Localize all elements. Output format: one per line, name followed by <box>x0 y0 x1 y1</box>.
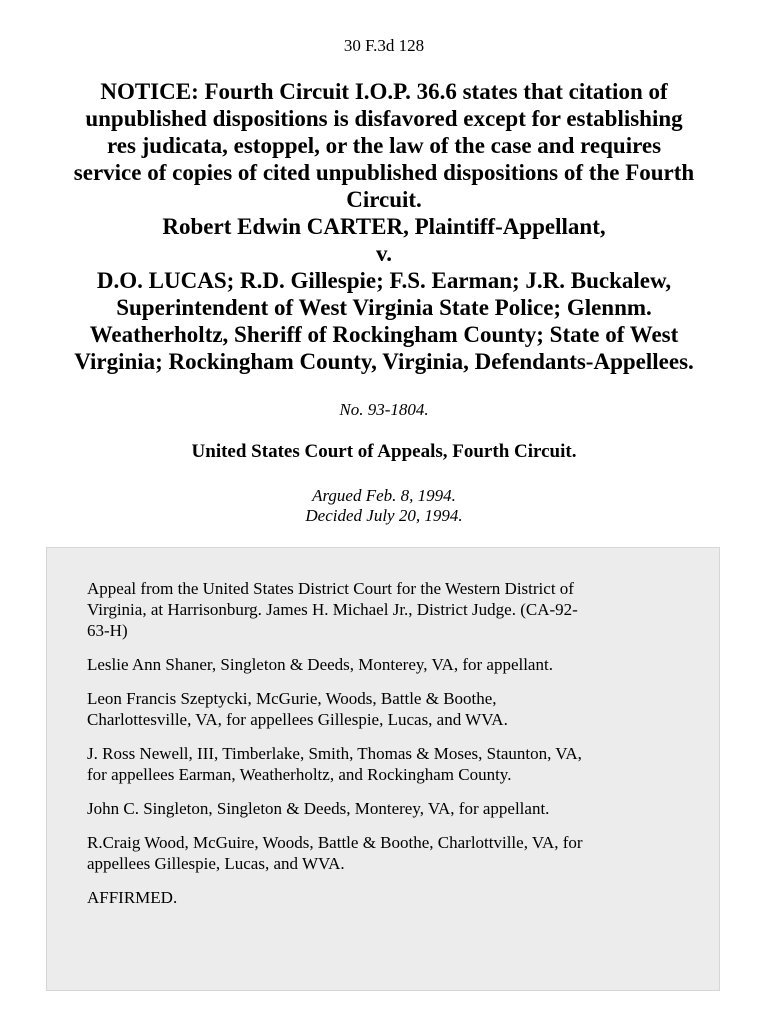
counsel-paragraph <box>87 688 687 730</box>
appeal-paragraph <box>87 578 687 641</box>
notice-line: NOTICE: Fourth Circuit I.O.P. 36.6 states that citation of <box>100 79 668 104</box>
case-citation: 30 F.3d 128 <box>343 36 425 55</box>
decided-date: Decided July 20, 1994. <box>305 506 463 525</box>
appeal-line: Appeal from the United States District Court for the Western District of <box>87 579 574 598</box>
counsel-paragraph <box>87 743 687 785</box>
counsel-line: John C. Singleton, Singleton & Deeds, Monterey, VA, for appellant. <box>87 799 550 818</box>
case-heading <box>30 78 738 375</box>
argued-date: Argued Feb. 8, 1994. <box>312 486 456 505</box>
counsel-paragraph <box>87 798 687 819</box>
counsel-line: Leon Francis Szeptycki, McGurie, Woods, Battle & Boothe, <box>87 689 497 708</box>
case-dates <box>0 486 768 526</box>
counsel-line: Leslie Ann Shaner, Singleton & Deeds, Monterey, VA, for appellant. <box>87 655 553 674</box>
court-name: United States Court of Appeals, Fourth Circuit. <box>191 441 577 462</box>
versus-line: v. <box>376 241 392 266</box>
counsel-line: J. Ross Newell, III, Timberlake, Smith, Thomas & Moses, Staunton, VA, <box>87 744 582 763</box>
appeal-line: Virginia, at Harrisonburg. James H. Michael Jr., District Judge. (CA-92- <box>87 600 578 619</box>
docket-number: No. 93-1804. <box>339 400 429 419</box>
defendants-line: D.O. LUCAS; R.D. Gillespie; F.S. Earman; J.R. Buckalew, <box>96 268 672 293</box>
defendants-line: Superintendent of West Virginia State Police; Glennm. <box>116 295 652 320</box>
notice-line: service of copies of cited unpublished dispositions of the Fourth <box>73 160 695 185</box>
counsel-paragraph <box>87 832 687 874</box>
case-details-content <box>87 578 687 921</box>
notice-line: Circuit. <box>346 187 422 212</box>
counsel-line: for appellees Earman, Weatherholtz, and Rockingham County. <box>87 765 512 784</box>
counsel-line: appellees Gillespie, Lucas, and WVA. <box>87 854 345 873</box>
plaintiff-line: Robert Edwin CARTER, Plaintiff-Appellant, <box>162 214 606 239</box>
defendants-line: Virginia; Rockingham County, Virginia, Defendants-Appellees. <box>74 349 694 374</box>
defendants-line: Weatherholtz, Sheriff of Rockingham County; State of West <box>89 322 679 347</box>
disposition: AFFIRMED. <box>87 888 178 907</box>
counsel-line: Charlottesville, VA, for appellees Gillespie, Lucas, and WVA. <box>87 710 508 729</box>
case-details-panel <box>46 547 720 991</box>
counsel-paragraph <box>87 654 687 675</box>
notice-line: unpublished dispositions is disfavored except for establishing <box>85 106 683 131</box>
notice-line: res judicata, estoppel, or the law of the case and requires <box>106 133 662 158</box>
appeal-line: 63-H) <box>87 621 128 640</box>
counsel-line: R.Craig Wood, McGuire, Woods, Battle & Boothe, Charlottville, VA, for <box>87 833 583 852</box>
